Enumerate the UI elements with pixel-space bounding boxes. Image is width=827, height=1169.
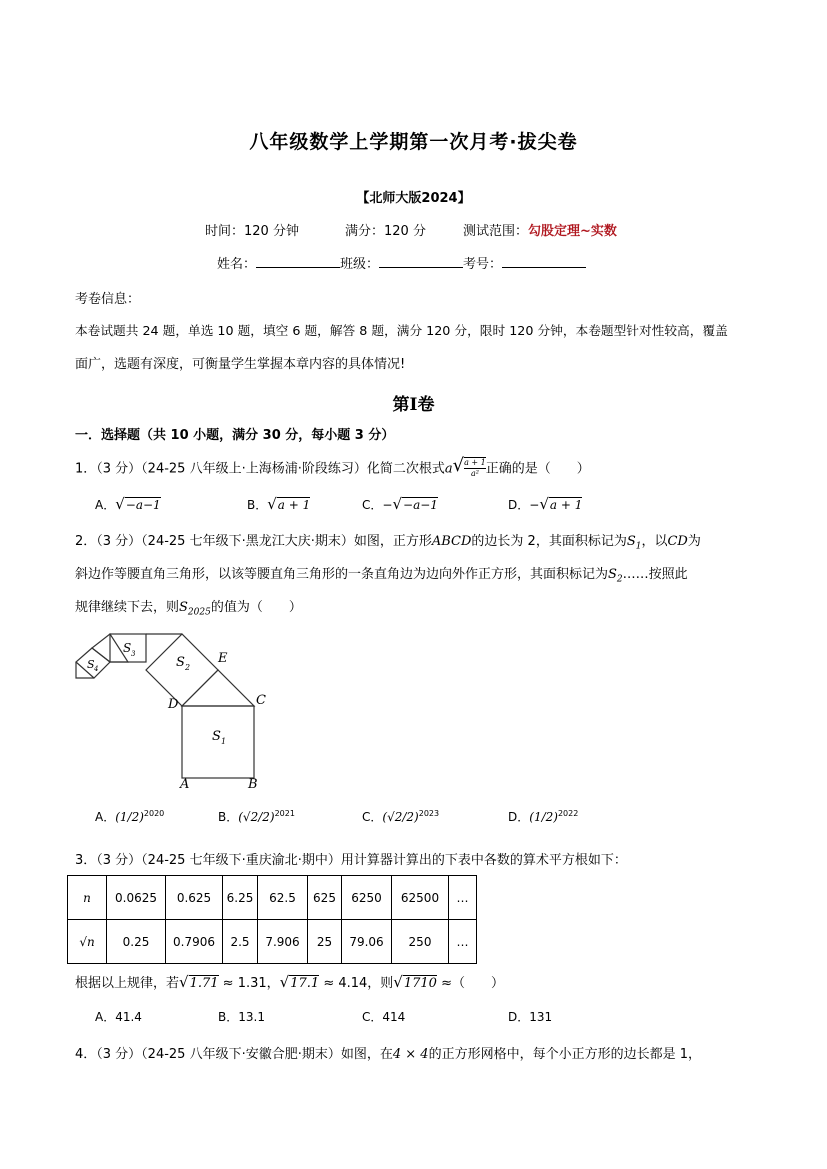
svg-text:3: 3 bbox=[131, 650, 136, 658]
q3-option-b[interactable]: B．13.1 bbox=[218, 1010, 265, 1024]
q3-sqrt-table bbox=[67, 875, 477, 964]
question-3-stem: 3．（3 分）（24-25 七年级下·重庆渝北·期中）用计算器计算出的下表中各数的算术平方根如下： bbox=[75, 853, 627, 868]
q3-rule-line: 根据以上规律，若√1.71 ≈ 1.31，√17.1 ≈ 4.14，则√1710 ≈（ ） bbox=[75, 973, 504, 991]
label-s1: S bbox=[212, 729, 221, 744]
q1-option-b[interactable]: B．√a + 1 bbox=[247, 495, 311, 513]
q2-option-a[interactable]: A．$(1/2)^{2020}$ bbox=[95, 809, 165, 824]
q2-square-figure bbox=[72, 624, 292, 789]
label-s3: S bbox=[123, 641, 132, 655]
table-cell: 0.0625 bbox=[107, 876, 166, 920]
svg-text:1: 1 bbox=[221, 737, 227, 746]
label-s2: S bbox=[176, 655, 185, 670]
q3-option-a[interactable]: A．41.4 bbox=[95, 1010, 142, 1024]
part-heading: 一．选择题（共 10 小题，满分 30 分，每小题 3 分） bbox=[75, 428, 395, 443]
exam-no-field[interactable] bbox=[502, 255, 586, 268]
table-cell: 250 bbox=[392, 920, 449, 964]
scope-field bbox=[463, 220, 617, 239]
q2-option-d[interactable]: D．$(1/2)^{2022}$ bbox=[508, 809, 579, 824]
q2-option-b[interactable]: B．$(√2/2)^{2021}$ bbox=[218, 809, 295, 824]
q3-option-d[interactable]: D．131 bbox=[508, 1010, 553, 1024]
svg-text:2: 2 bbox=[185, 663, 191, 672]
q1-option-a[interactable]: A．√−a−1 bbox=[95, 495, 161, 513]
table-cell: 0.7906 bbox=[166, 920, 223, 964]
svg-text:4: 4 bbox=[94, 665, 99, 673]
q2-option-c[interactable]: C．$(√2/2)^{2023}$ bbox=[362, 809, 440, 824]
scope-value: 勾股定理~实数 bbox=[528, 224, 617, 239]
exam-no-label: 考号： bbox=[463, 257, 503, 272]
q3-option-c[interactable]: C．414 bbox=[362, 1010, 406, 1024]
table-cell: 62500 bbox=[392, 876, 449, 920]
table-head-sqrt-n: √n bbox=[68, 920, 107, 964]
q1-var: a bbox=[444, 461, 453, 477]
table-cell: 7.906 bbox=[258, 920, 308, 964]
q1-option-d[interactable]: D．−√a + 1 bbox=[508, 495, 583, 513]
q1-radical: √ $\frac{a + 1}{\text{a²}}$ bbox=[452, 455, 486, 478]
table-cell: 0.25 bbox=[107, 920, 166, 964]
question-2-line-1: 2．（3 分）（24-25 七年级下·黑龙江大庆·期末）如图，正方形ABCD的边长为 2，其面积标记为$S_1$，以CD为 bbox=[75, 534, 701, 552]
label-c: C bbox=[256, 693, 266, 708]
question-2-line-2: 斜边作等腰直角三角形，以该等腰直角三角形的一条直角边为边向外作正方形，其面积标记为$S_2\dots\dots$按照此 bbox=[75, 567, 688, 585]
score-label: 满分：120 分 bbox=[345, 224, 426, 239]
info-line-2: 面广，选题有深度，可衡量学生掌握本章内容的具体情况! bbox=[75, 357, 406, 372]
student-info-line bbox=[217, 253, 586, 272]
question-2-line-3: 规律继续下去，则$S_{2025}$的值为（ ） bbox=[75, 600, 302, 618]
q1-frac-den: a² bbox=[470, 468, 479, 478]
label-a: A bbox=[180, 777, 190, 789]
question-1-stem bbox=[75, 457, 590, 481]
info-heading: 考卷信息： bbox=[75, 292, 141, 307]
q1-frac-num: a + 1 bbox=[464, 457, 486, 467]
table-cell: … bbox=[449, 876, 477, 920]
table-cell: 25 bbox=[308, 920, 342, 964]
table-cell: 0.625 bbox=[166, 876, 223, 920]
table-cell: 6.25 bbox=[223, 876, 258, 920]
name-field[interactable] bbox=[256, 255, 340, 268]
table-cell: 62.5 bbox=[258, 876, 308, 920]
class-field[interactable] bbox=[379, 255, 463, 268]
question-4-stem: 4．（3 分）（24-25 八年级下·安徽合肥·期末）如图，在4 × 4的正方形网格中，每个小正方形的边长都是 1， bbox=[75, 1047, 701, 1062]
table-head-n: n bbox=[68, 876, 107, 920]
q1-prefix: 1．（3 分）（24-25 八年级上·上海杨浦·阶段练习）化简二次根式 bbox=[75, 461, 445, 477]
square-s2 bbox=[146, 634, 218, 706]
page-title: 八年级数学上学期第一次月考·拔尖卷 bbox=[249, 131, 578, 153]
class-label: 班级： bbox=[340, 257, 380, 272]
edition-label: 【北师大版2024】 bbox=[356, 191, 471, 206]
table-cell: … bbox=[449, 920, 477, 964]
table-cell: 2.5 bbox=[223, 920, 258, 964]
label-b: B bbox=[248, 777, 258, 789]
label-s4: S bbox=[87, 658, 95, 671]
table-cell: 625 bbox=[308, 876, 342, 920]
info-line-1: 本卷试题共 24 题，单选 10 题，填空 6 题，解答 8 题，满分 120 分，限时 120 分钟，本卷题型针对性较高，覆盖 bbox=[75, 323, 728, 338]
triangle-dce bbox=[182, 670, 254, 706]
scope-prefix: 测试范围： bbox=[463, 224, 529, 239]
table-row bbox=[68, 920, 477, 964]
label-e: E bbox=[218, 651, 228, 666]
table-cell: 79.06 bbox=[342, 920, 392, 964]
time-label: 时间：120 分钟 bbox=[205, 224, 299, 239]
name-label: 姓名： bbox=[217, 257, 257, 272]
section-title: 第Ⅰ卷 bbox=[392, 395, 435, 415]
q1-suffix: 正确的是（ ） bbox=[485, 461, 590, 477]
table-row bbox=[68, 876, 477, 920]
table-cell: 6250 bbox=[342, 876, 392, 920]
label-d: D bbox=[168, 697, 179, 712]
q1-option-c[interactable]: C．−√−a−1 bbox=[362, 495, 438, 513]
